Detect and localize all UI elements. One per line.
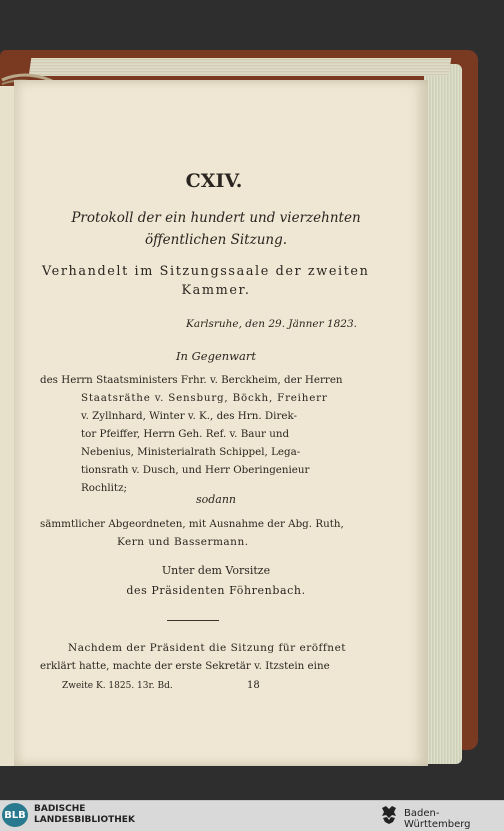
presence-line: v. Zyllnhard, Winter v. K., des Hrn. Direk- (81, 410, 297, 422)
subtitle-line-2: Kammer. (181, 283, 251, 298)
subtitle-line-1: Verhandelt im Sitzungssaale der zweiten (42, 264, 370, 279)
presence-line: tionsrath v. Dusch, und Herr Oberingenieur (81, 464, 310, 476)
presence-line: Nebenius, Ministerialrath Schippel, Lega- (81, 446, 301, 458)
page-edges (424, 64, 462, 764)
section-divider (167, 620, 219, 621)
library-name[interactable] (34, 804, 135, 826)
blb-logo[interactable]: BLB (2, 803, 28, 827)
body-line: Nachdem der Präsident die Sitzung für eröffnet (68, 642, 347, 654)
state-name[interactable]: Baden-Württemberg (404, 808, 471, 830)
left-page-strip (0, 86, 14, 766)
body-line: erklärt hatte, machte der erste Sekretär v. Itzstein eine (40, 660, 330, 672)
presence-line: Rochlitz; (81, 482, 127, 494)
top-page-edges (29, 58, 452, 76)
members-line: Kern und Bassermann. (117, 536, 249, 548)
page-number: 18 (247, 680, 260, 691)
members-line: sämmtlicher Abgeordneten, mit Ausnahme der Abg. Ruth, (40, 518, 344, 530)
page-heading: CXIV. (185, 170, 243, 192)
presence-line: Staatsräthe v. Sensburg, Böckh, Freiherr (81, 392, 328, 404)
title-line-1: Protokoll der ein hundert und vierzehnten (71, 210, 361, 226)
page-signature: Zweite K. 1825. 13r. Bd. (62, 681, 173, 691)
library-name-line-1: BADISCHE (34, 804, 86, 814)
chair-line-1: Unter dem Vorsitze (161, 564, 271, 577)
presence-line: tor Pfeiffer, Herrn Geh. Ref. v. Baur und (81, 428, 290, 440)
dateline: Karlsruhe, den 29. Jänner 1823. (186, 318, 357, 330)
presence-heading: In Gegenwart (176, 349, 256, 363)
library-name-line-2: LANDESBIBLIOTHEK (34, 815, 135, 825)
coat-of-arms-icon[interactable] (379, 804, 399, 826)
chair-line-2: des Präsidenten Föhrenbach. (126, 584, 306, 597)
presence-line: des Herrn Staatsministers Frhr. v. Berckheim, der Herren (40, 374, 343, 386)
sodann-text: sodann (195, 493, 237, 506)
title-line-2: öffentlichen Sitzung. (144, 232, 288, 248)
